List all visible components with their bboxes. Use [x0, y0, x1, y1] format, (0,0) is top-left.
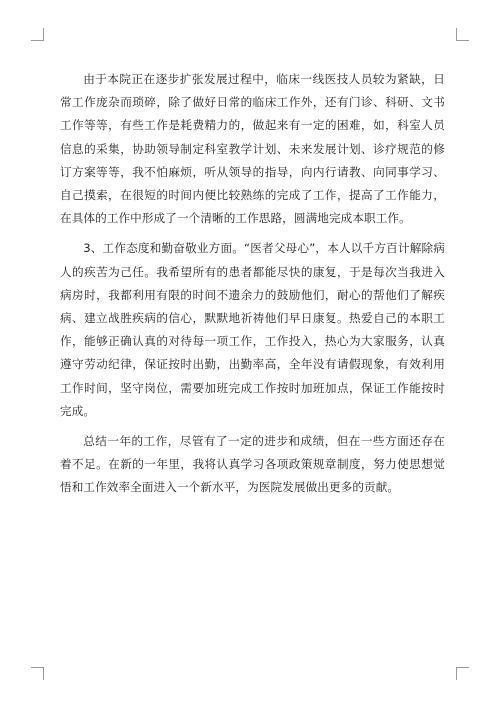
document-body	[60, 68, 445, 507]
paragraph-summary: 总结一年的工作，尽管有了一定的进步和成绩，但在一些方面还存在着不足。在新的一年里，我将认真学习各项政策规章制度，努力使思想觉悟和工作效率全面进入一个新水平，为医院发展做出更多的贡献。	[60, 434, 445, 495]
paragraph-work-capability: 由于本院正在逐步扩张发展过程中，临床一线医技人员较为紧缺，日常工作庞杂而琐碎，除了做好日常的临床工作外，还有门诊、科研、文书工作等等，有些工作是耗费精力的，做起来有一定的困难，如，科室人员信息的采集，协助领导制定科室教学计划、未来发展计划、诊疗规范的修订方案等等，我不怕麻烦，听从领导的指导，向内行请教、向同事学习、自己摸索，在很短的时间内便比较熟练的完成了工作，提高了工作能力，在具体的工作中形成了一个清晰的工作思路，圆满地完成本职工作。	[60, 72, 445, 226]
crop-mark-bottom-left	[31, 667, 44, 680]
crop-mark-top-left	[31, 28, 44, 41]
paragraph-work-attitude: 3、工作态度和勤奋敬业方面。“医者父母心”，本人以千方百计解除病人的疾苦为己任。我希望所有的患者都能尽快的康复，于是每次当我进入病房时，我都利用有限的时间不遗余力的鼓励他们，耐心的帮他们了解疾病、建立战胜疾病的信心，默默地祈祷他们早日康复。热爱自己的本职工作，能够正确认真的对待每一项工作，工作投入，热心为大家服务，认真遵守劳动纪律，保证按时出勤，出勤率高，全年没有请假现象，有效利用工作时间，坚守岗位，需要加班完成工作按时加班加点，保证工作能按时完成。	[60, 241, 445, 418]
crop-mark-bottom-right	[456, 667, 469, 680]
crop-mark-top-right	[456, 28, 469, 41]
